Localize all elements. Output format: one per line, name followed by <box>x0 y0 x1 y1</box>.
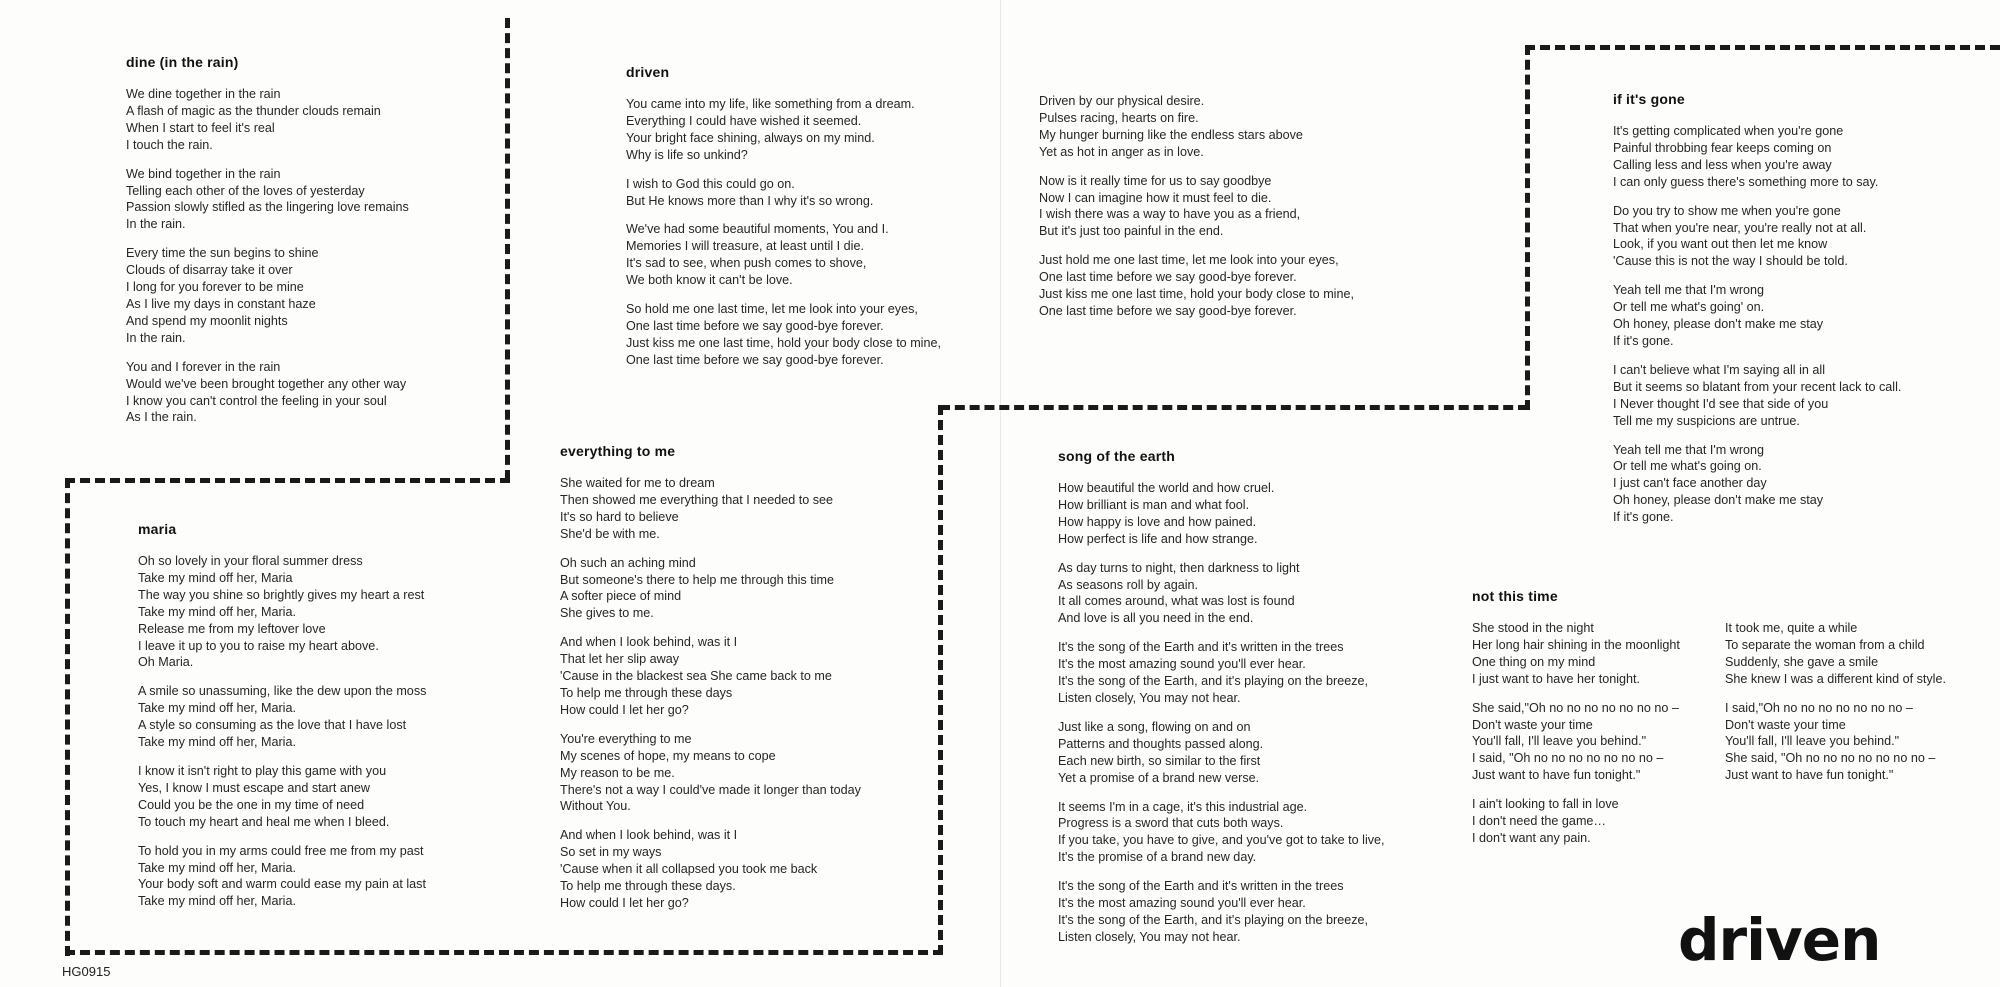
lyric-line: But it seems so blatant from your recent lack to call. <box>1613 379 1902 394</box>
lyric-line: How perfect is life and how strange. <box>1058 531 1258 546</box>
lyric-line: Each new birth, so similar to the first <box>1058 753 1261 768</box>
lyric-line: To help me through these days <box>560 685 733 700</box>
lyric-stanza <box>126 166 409 234</box>
lyric-stanza <box>138 763 426 831</box>
lyric-line: I don't want any pain. <box>1472 830 1591 845</box>
song-title: driven <box>626 64 670 80</box>
lyric-stanza <box>1472 796 1680 847</box>
lyric-line: Just want to have fun tonight." <box>1725 768 1894 783</box>
lyric-line: Driven by our physical desire. <box>1039 94 1205 108</box>
lyric-line: I don't need the game… <box>1472 814 1607 829</box>
dashed-border <box>1525 45 2000 50</box>
song-title: song of the earth <box>1058 448 1175 464</box>
lyric-line: But someone's there to help me through this time <box>560 572 835 587</box>
driven-logo: driven <box>1678 906 1881 974</box>
lyric-line: As day turns to night, then darkness to light <box>1058 560 1300 575</box>
lyric-line: Telling each other of the loves of yesterday <box>126 183 365 198</box>
lyric-line: It's the song of the Earth and it's written in the trees <box>1058 640 1344 655</box>
lyric-stanza <box>626 221 941 289</box>
lyric-line: It's the promise of a brand new day. <box>1058 850 1257 865</box>
song-title: not this time <box>1472 588 1558 604</box>
lyric-line: Yet a promise of a brand new verse. <box>1058 770 1260 785</box>
lyric-stanza <box>1058 799 1385 867</box>
lyric-line: A smile so unassuming, like the dew upon the moss <box>138 684 427 699</box>
lyric-line: Your body soft and warm could ease my pain at last <box>138 877 426 892</box>
lyric-line: Don't waste your time <box>1472 717 1593 732</box>
lyric-line: But it's just too painful in the end. <box>1039 224 1224 239</box>
lyric-stanza <box>626 96 941 164</box>
lyric-line: Would we've been brought together any other way <box>126 376 407 391</box>
lyric-line: Take my mind off her, Maria. <box>138 894 296 909</box>
lyric-line: Progress is a sword that cuts both ways. <box>1058 816 1284 831</box>
lyric-line: It's the song of the Earth, and it's playing on the breeze, <box>1058 674 1369 689</box>
lyric-line: Oh honey, please don't make me stay <box>1613 317 1824 332</box>
lyric-line: I can't believe what I'm saying all in all <box>1613 362 1826 377</box>
lyric-stanza <box>626 301 941 369</box>
lyric-stanza <box>1613 282 1901 350</box>
lyric-line: Every time the sun begins to shine <box>126 246 319 261</box>
song-title: dine (in the rain) <box>126 54 239 70</box>
lyric-line: If you take, you have to give, and you've got to take to live, <box>1058 833 1385 848</box>
lyric-line: Now is it really time for us to say goodbye <box>1039 173 1272 188</box>
lyric-line: One last time before we say good-bye forever. <box>626 352 884 367</box>
lyric-line: Memories I will treasure, at least until I die. <box>626 239 864 254</box>
lyric-line: How could I let her go? <box>560 895 689 910</box>
lyric-stanza <box>626 176 941 210</box>
lyric-line: So hold me one last time, let me look into your eyes, <box>626 302 918 317</box>
dashed-border <box>938 405 943 955</box>
lyric-line: She said,"Oh no no no no no no no – <box>1472 700 1679 715</box>
lyric-line: Your bright face shining, always on my mind. <box>626 130 875 145</box>
lyric-line: It's getting complicated when you're gone <box>1613 124 1844 138</box>
song-title: everything to me <box>560 443 676 459</box>
lyric-line: To hold you in my arms could free me from my past <box>138 843 424 858</box>
lyric-stanza <box>126 245 409 346</box>
lyric-stanza <box>1613 442 1901 527</box>
lyric-line: Clouds of disarray take it over <box>126 263 293 278</box>
lyric-line: And when I look behind, was it I <box>560 635 738 650</box>
lyric-line: Oh honey, please don't make me stay <box>1613 493 1824 508</box>
song-title: maria <box>138 521 177 537</box>
lyric-line: Take my mind off her, Maria <box>138 570 293 585</box>
lyric-line: It's the song of the Earth and it's written in the trees <box>1058 879 1344 894</box>
lyric-line: And spend my moonlit nights <box>126 313 288 328</box>
song-dine-in-the-rain <box>126 54 409 438</box>
song-not-this-time <box>1472 588 1680 859</box>
lyric-line: It all comes around, what was lost is found <box>1058 594 1295 609</box>
lyric-line: How happy is love and how pained. <box>1058 514 1257 529</box>
lyric-line: Patterns and thoughts passed along. <box>1058 736 1264 751</box>
lyric-stanza <box>126 359 409 427</box>
lyric-line: To separate the woman from a child <box>1725 637 1925 652</box>
lyric-line: She waited for me to dream <box>560 476 715 490</box>
song-driven-continued <box>1039 93 1354 332</box>
lyric-line: She gives to me. <box>560 606 654 621</box>
lyric-line: Tell me my suspicions are untrue. <box>1613 413 1800 428</box>
lyric-line: My scenes of hope, my means to cope <box>560 748 776 763</box>
lyric-line: Painful throbbing fear keeps coming on <box>1613 140 1832 155</box>
lyric-line: A style so consuming as the love that I have lost <box>138 718 407 733</box>
lyric-line: I ain't looking to fall in love <box>1472 797 1619 812</box>
lyric-line: To help me through these days. <box>560 879 736 894</box>
lyric-line: It's the most amazing sound you'll ever hear. <box>1058 657 1306 672</box>
lyric-line: How brilliant is man and what fool. <box>1058 497 1250 512</box>
lyric-stanza <box>126 86 409 154</box>
lyric-line: Yeah tell me that I'm wrong <box>1613 442 1765 457</box>
lyric-line: Or tell me what's going' on. <box>1613 300 1765 315</box>
lyric-line: Oh so lovely in your floral summer dress <box>138 554 363 568</box>
lyric-line: I leave it up to you to raise my heart above. <box>138 638 379 653</box>
lyric-line: I long for you forever to be mine <box>126 280 304 295</box>
lyric-line: Just kiss me one last time, hold your body close to mine, <box>1039 287 1354 302</box>
dashed-border <box>65 478 510 483</box>
lyric-line: Just hold me one last time, let me look into your eyes, <box>1039 253 1339 268</box>
lyric-line: So set in my ways <box>560 845 662 860</box>
lyric-line: Oh such an aching mind <box>560 555 696 570</box>
lyric-line: 'Cause in the blackest sea She came back to me <box>560 669 832 684</box>
lyric-line: Do you try to show me when you're gone <box>1613 203 1841 218</box>
song-everything-to-me <box>560 443 861 924</box>
dashed-border <box>1525 45 1530 410</box>
lyric-stanza <box>560 827 861 912</box>
lyric-line: It seems I'm in a cage, it's this industrial age. <box>1058 799 1308 814</box>
lyric-line: Look, if you want out then let me know <box>1613 237 1828 252</box>
lyric-line: And when I look behind, was it I <box>560 828 738 843</box>
lyric-line: One last time before we say good-bye forever. <box>1039 303 1297 318</box>
lyric-stanza <box>1472 620 1680 688</box>
lyric-line: In the rain. <box>126 217 186 232</box>
lyric-line: The way you shine so brightly gives my heart a rest <box>138 587 425 602</box>
lyric-line: Don't waste your time <box>1725 717 1846 732</box>
dashed-border <box>65 478 70 956</box>
song-if-its-gone <box>1613 91 1901 538</box>
song-not-this-time-continued <box>1725 620 1946 796</box>
lyric-stanza <box>1613 362 1901 430</box>
booklet-fold <box>1000 0 1001 987</box>
lyric-stanza <box>1058 480 1385 548</box>
lyric-line: As I live my days in constant haze <box>126 296 316 311</box>
lyric-line: Or tell me what's going on. <box>1613 459 1762 474</box>
lyric-line: Listen closely, You may not hear. <box>1058 929 1241 944</box>
dashed-border <box>505 18 510 480</box>
lyric-stanza <box>1472 700 1680 785</box>
lyric-stanza <box>1058 639 1385 707</box>
lyric-stanza <box>1039 173 1354 241</box>
lyric-line: Take my mind off her, Maria. <box>138 701 296 716</box>
lyric-line: Without You. <box>560 799 631 814</box>
lyric-line: I said,"Oh no no no no no no no – <box>1725 700 1913 715</box>
lyric-line: It's the song of the Earth, and it's playing on the breeze, <box>1058 912 1369 927</box>
lyric-line: A softer piece of mind <box>560 589 682 604</box>
lyric-line: Could you be the one in my time of need <box>138 797 365 812</box>
lyric-stanza <box>1058 719 1385 787</box>
lyric-line: To touch my heart and heal me when I bleed. <box>138 814 390 829</box>
lyric-line: We both know it can't be love. <box>626 273 793 288</box>
lyric-line: I know you can't control the feeling in your soul <box>126 393 387 408</box>
lyric-line: I just want to have her tonight. <box>1472 671 1641 686</box>
lyric-line: If it's gone. <box>1613 333 1674 348</box>
lyric-stanza <box>1613 203 1901 271</box>
lyric-line: Yet as hot in anger as in love. <box>1039 144 1204 159</box>
lyric-line: Yeah tell me that I'm wrong <box>1613 283 1765 298</box>
lyric-stanza <box>1613 123 1901 191</box>
lyric-stanza <box>1058 878 1385 946</box>
lyric-line: I wish to God this could go on. <box>626 176 795 191</box>
lyric-line: And love is all you need in the end. <box>1058 611 1254 626</box>
lyric-line: Everything I could have wished it seemed. <box>626 113 862 128</box>
lyric-line: As I the rain. <box>126 410 197 425</box>
lyric-line: You'll fall, I'll leave you behind." <box>1472 734 1647 749</box>
lyric-line: How could I let her go? <box>560 702 689 717</box>
lyric-line: 'Cause when it all collapsed you took me back <box>560 862 818 877</box>
dashed-border <box>65 950 943 955</box>
lyric-stanza <box>138 553 426 671</box>
lyric-line: Yes, I know I must escape and start anew <box>138 780 370 795</box>
lyric-line: I Never thought I'd see that side of you <box>1613 396 1829 411</box>
lyric-line: How beautiful the world and how cruel. <box>1058 481 1275 495</box>
song-driven <box>626 64 941 381</box>
lyric-line: As seasons roll by again. <box>1058 577 1199 592</box>
lyric-line: Just want to have fun tonight." <box>1472 768 1641 783</box>
lyric-stanza <box>560 731 861 816</box>
lyric-line: We've had some beautiful moments, You and I. <box>626 222 889 237</box>
lyric-stanza <box>560 555 861 623</box>
lyric-stanza <box>138 683 426 751</box>
lyric-line: It's the most amazing sound you'll ever hear. <box>1058 896 1306 911</box>
lyric-line: Passion slowly stifled as the lingering love remains <box>126 200 409 215</box>
lyric-line: One last time before we say good-bye forever. <box>1039 270 1297 285</box>
lyric-line: One thing on my mind <box>1472 654 1596 669</box>
song-of-the-earth <box>1058 448 1385 958</box>
lyric-line: Release me from my leftover love <box>138 621 326 636</box>
lyric-line: That when you're near, you're really not at all. <box>1613 220 1867 235</box>
lyric-line: My hunger burning like the endless stars above <box>1039 127 1303 142</box>
lyric-line: Listen closely, You may not hear. <box>1058 690 1241 705</box>
lyric-line: You'll fall, I'll leave you behind." <box>1725 734 1900 749</box>
lyric-line: But He knows more than I why it's so wrong. <box>626 193 874 208</box>
lyric-stanza <box>1725 700 1946 785</box>
lyric-line: Calling less and less when you're away <box>1613 157 1832 172</box>
song-title: if it's gone <box>1613 91 1685 107</box>
lyric-line: I can only guess there's something more to say. <box>1613 174 1879 189</box>
lyric-line: It took me, quite a while <box>1725 621 1858 635</box>
lyric-line: She'd be with me. <box>560 526 660 541</box>
lyric-line: You're everything to me <box>560 731 692 746</box>
lyric-line: Take my mind off her, Maria. <box>138 604 296 619</box>
lyric-line: We bind together in the rain <box>126 166 281 181</box>
lyric-line: One last time before we say good-bye forever. <box>626 318 884 333</box>
lyric-line: She stood in the night <box>1472 621 1594 635</box>
catalog-number: HG0915 <box>62 964 111 979</box>
lyric-line: We dine together in the rain <box>126 87 281 101</box>
dashed-border <box>940 405 1528 410</box>
lyric-line: It's sad to see, when push comes to shove, <box>626 256 867 271</box>
lyric-line: When I start to feel it's real <box>126 120 275 135</box>
song-maria <box>138 521 426 922</box>
lyric-line: Take my mind off her, Maria. <box>138 860 296 875</box>
lyric-line: My reason to be me. <box>560 765 675 780</box>
lyric-line: She knew I was a different kind of style. <box>1725 671 1946 686</box>
lyric-line: She said, "Oh no no no no no no no – <box>1725 751 1936 766</box>
lyric-stanza <box>560 634 861 719</box>
lyric-line: In the rain. <box>126 330 186 345</box>
lyric-line: I said, "Oh no no no no no no no – <box>1472 751 1664 766</box>
lyric-line: Why is life so unkind? <box>626 147 748 162</box>
lyric-line: Then showed me everything that I needed to see <box>560 492 834 507</box>
lyric-stanza <box>138 843 426 911</box>
lyric-line: Pulses racing, hearts on fire. <box>1039 110 1199 125</box>
lyric-line: I just can't face another day <box>1613 476 1767 491</box>
lyric-stanza <box>1058 560 1385 628</box>
lyric-line: I touch the rain. <box>126 137 213 152</box>
lyric-line: It's so hard to believe <box>560 509 679 524</box>
lyric-line: 'Cause this is not the way I should be told. <box>1613 254 1848 269</box>
lyric-stanza <box>1039 252 1354 320</box>
lyric-line: Her long hair shining in the moonlight <box>1472 637 1680 652</box>
lyric-line: I know it isn't right to play this game with you <box>138 763 387 778</box>
lyric-line: You and I forever in the rain <box>126 359 281 374</box>
lyric-line: Now I can imagine how it must feel to die. <box>1039 190 1272 205</box>
lyric-line: That let her slip away <box>560 652 679 667</box>
lyric-line: Suddenly, she gave a smile <box>1725 654 1879 669</box>
lyric-line: A flash of magic as the thunder clouds remain <box>126 103 381 118</box>
lyric-stanza <box>1039 93 1354 161</box>
lyric-line: There's not a way I could've made it longer than today <box>560 782 861 797</box>
lyric-line: Just kiss me one last time, hold your body close to mine, <box>626 335 941 350</box>
lyric-line: Oh Maria. <box>138 655 194 670</box>
lyric-line: I wish there was a way to have you as a friend, <box>1039 207 1301 222</box>
lyric-stanza <box>1725 620 1946 688</box>
lyric-line: You came into my life, like something from a dream. <box>626 97 915 111</box>
lyric-line: Take my mind off her, Maria. <box>138 735 296 750</box>
lyric-line: If it's gone. <box>1613 510 1674 525</box>
lyric-line: Just like a song, flowing on and on <box>1058 719 1251 734</box>
lyric-stanza <box>560 475 861 543</box>
